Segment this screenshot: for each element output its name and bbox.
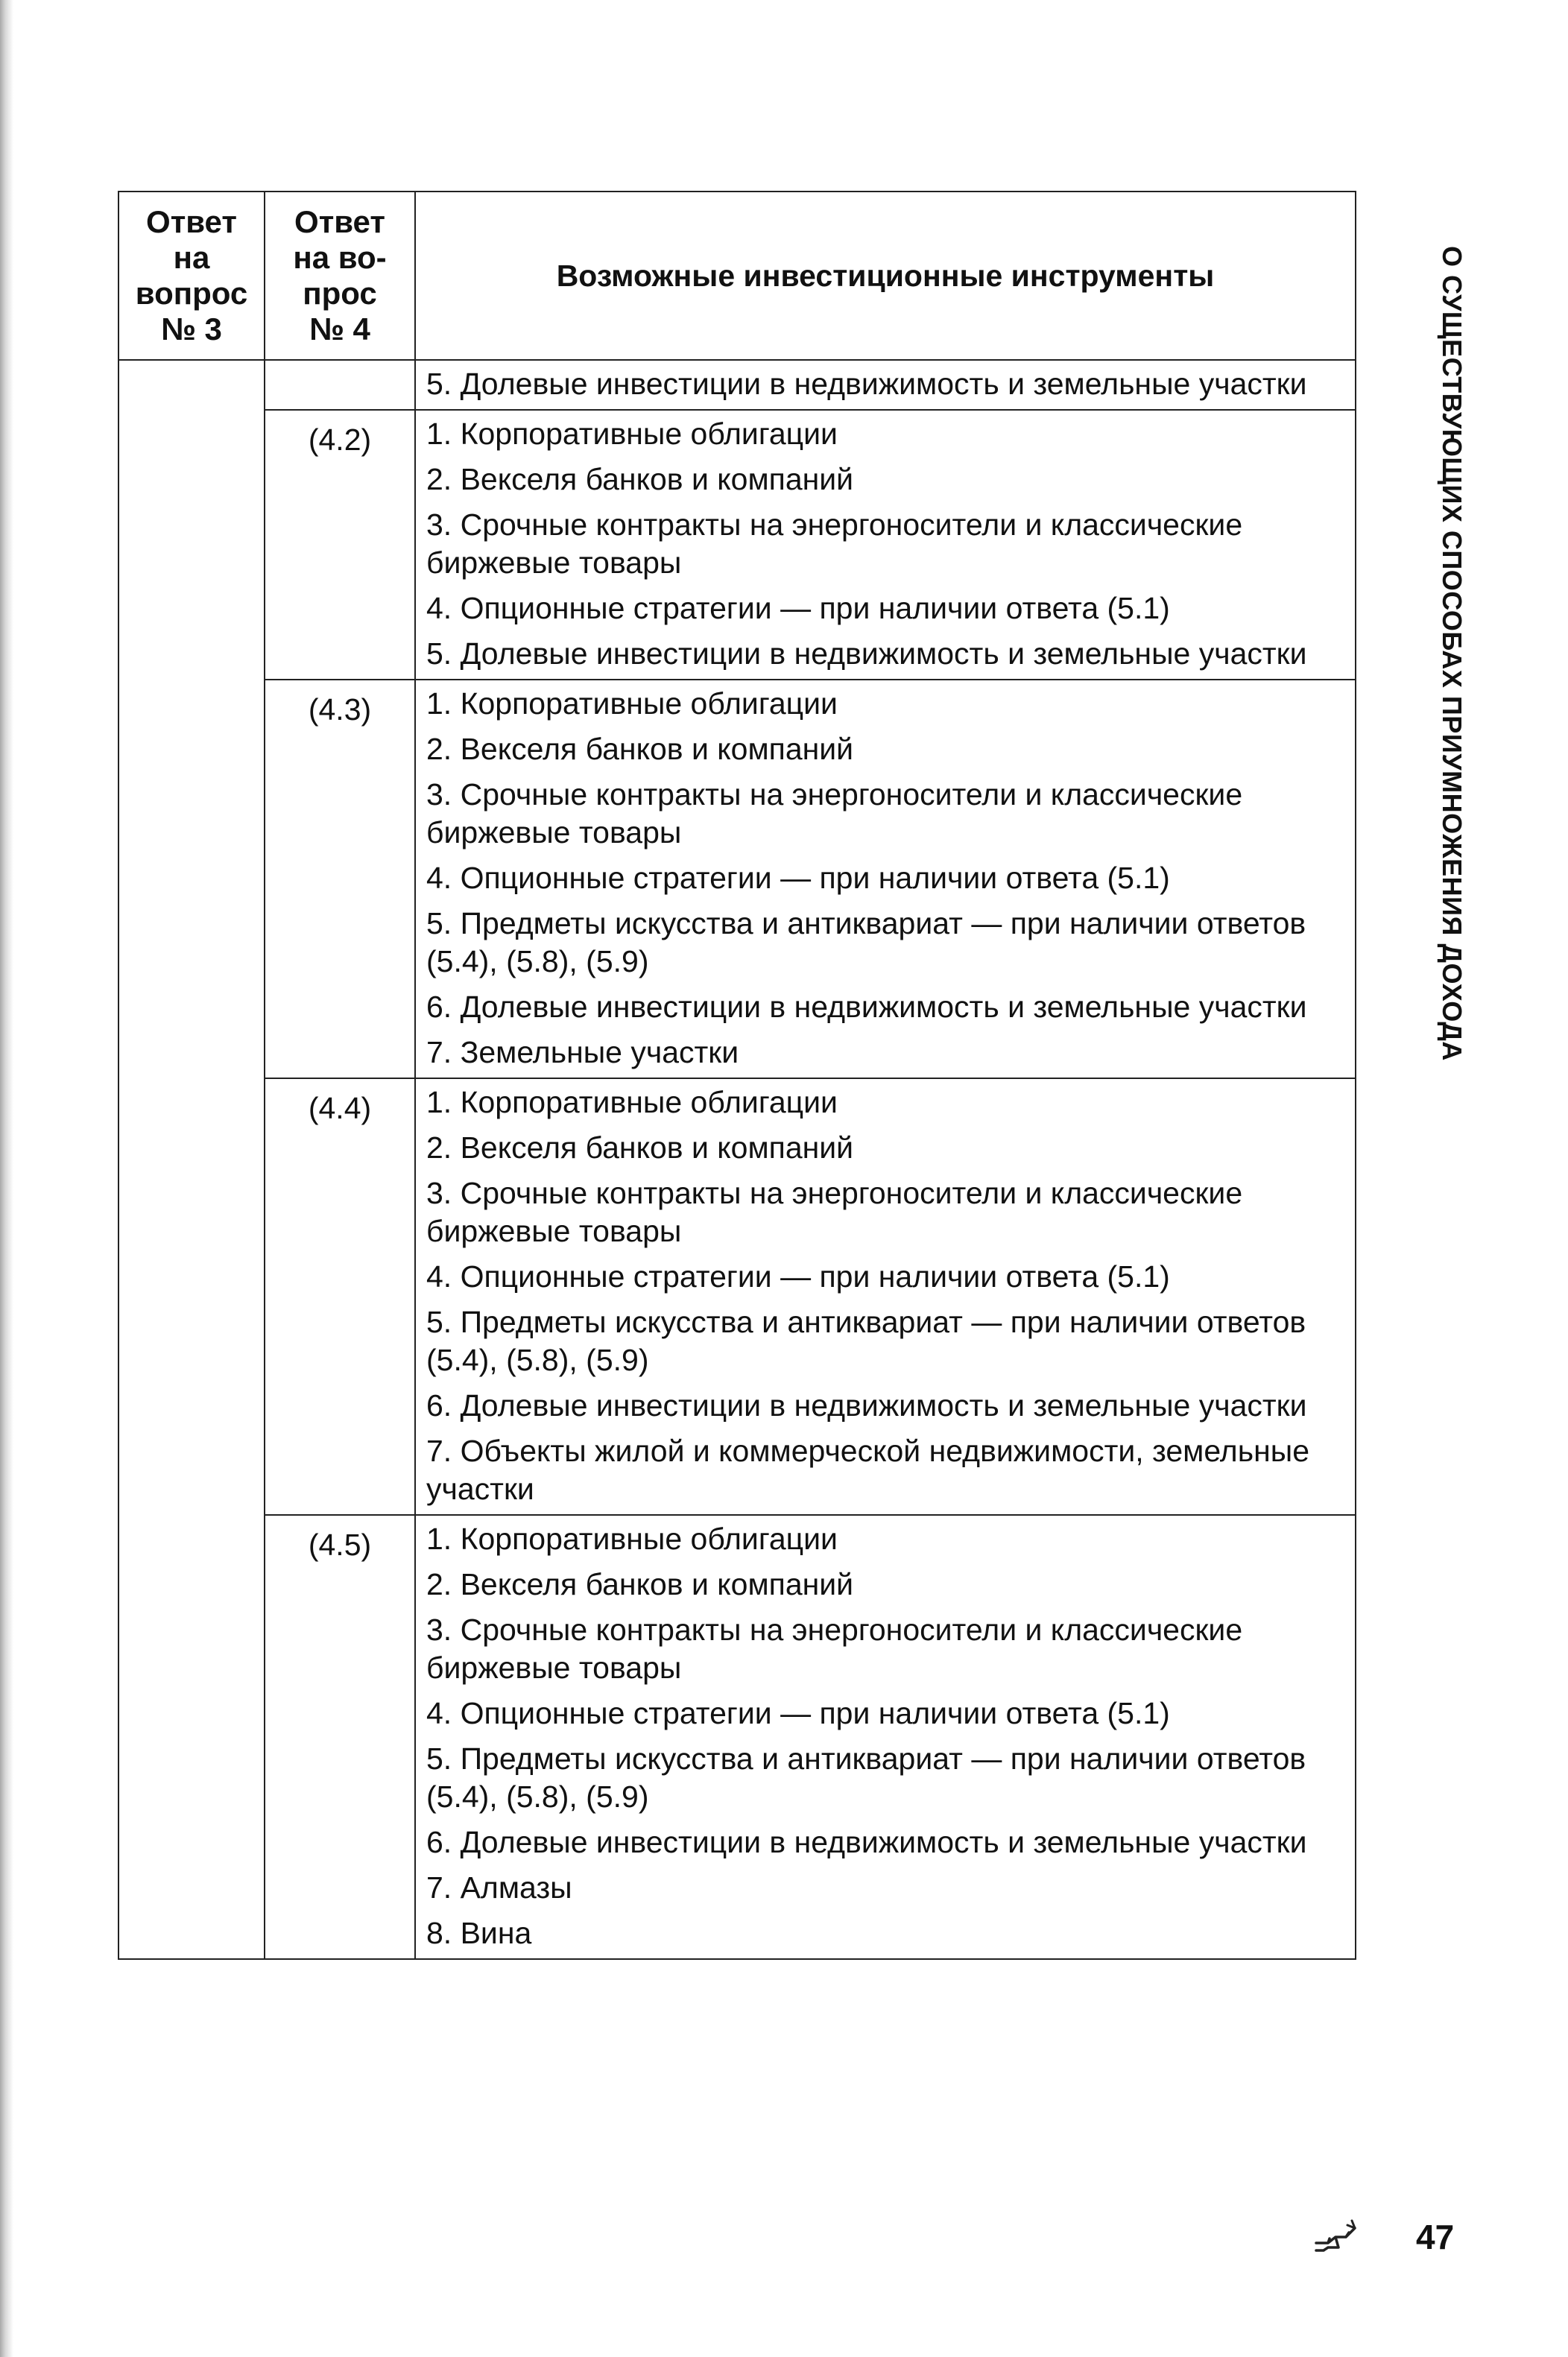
header-answer-q4-line: Ответ	[294, 204, 385, 239]
answer-q3-cell	[118, 360, 265, 1959]
table-row	[118, 1078, 1356, 1515]
list-item: 6. Долевые инвестиции в недвижимость и земельные участки	[426, 1825, 1307, 1859]
table-row	[118, 360, 1356, 410]
instruments-cell	[415, 1078, 1356, 1515]
list-item: 1. Корпоративные облигации	[426, 1522, 838, 1556]
page-number: 47	[1416, 2218, 1455, 2256]
list-item: 8. Вина	[426, 1916, 532, 1950]
table-row	[118, 680, 1356, 1078]
list-item: 4. Опционные стратегии — при наличии ответа (5.1)	[426, 1259, 1170, 1294]
investment-table	[118, 191, 1356, 1960]
list-item: 1. Корпоративные облигации	[426, 686, 838, 721]
answer-q4-cell: (4.4)	[265, 1078, 415, 1515]
table-row	[118, 1515, 1356, 1959]
instruments-cell	[415, 410, 1356, 680]
header-answer-q3	[118, 192, 265, 360]
page-edge-shadow	[0, 0, 13, 2357]
list-item: 7. Объекты жилой и коммерческой недвижимости, земельные участки	[426, 1434, 1309, 1506]
list-item: 4. Опционные стратегии — при наличии ответа (5.1)	[426, 591, 1170, 625]
answer-q4-cell	[265, 360, 415, 410]
list-item: 6. Долевые инвестиции в недвижимость и земельные участки	[426, 1388, 1307, 1423]
list-item: 5. Предметы искусства и антиквариат — при наличии ответов (5.4), (5.8), (5.9)	[426, 906, 1306, 978]
list-item: 5. Предметы искусства и антиквариат — при наличии ответов (5.4), (5.8), (5.9)	[426, 1741, 1306, 1814]
instruments-cell	[415, 1515, 1356, 1959]
header-answer-q4-line: на во-	[293, 240, 387, 275]
instruments-cell	[415, 360, 1356, 410]
list-item: 3. Срочные контракты на энергоносители и классические биржевые товары	[426, 1176, 1243, 1248]
instruments-cell	[415, 680, 1356, 1078]
running-head: О СУЩЕСТВУЮЩИХ СПОСОБАХ ПРИУМНОЖЕНИЯ ДОХОДА	[1437, 246, 1467, 1061]
header-answer-q3-line: № 3	[161, 311, 222, 347]
list-item: 3. Срочные контракты на энергоносители и классические биржевые товары	[426, 1613, 1243, 1685]
list-item: 5. Предметы искусства и антиквариат — при наличии ответов (5.4), (5.8), (5.9)	[426, 1305, 1306, 1377]
list-item: 2. Векселя банков и компаний	[426, 462, 854, 496]
list-item: 1. Корпоративные облигации	[426, 1085, 838, 1119]
hand-pointer-icon	[1313, 2218, 1359, 2255]
list-item: 7. Алмазы	[426, 1870, 572, 1905]
answer-q4-cell: (4.3)	[265, 680, 415, 1078]
list-item: 2. Векселя банков и компаний	[426, 1130, 854, 1165]
list-item: 5. Долевые инвестиции в недвижимость и земельные участки	[426, 367, 1307, 401]
header-answer-q3-line: на	[173, 240, 210, 275]
header-answer-q3-line: вопрос	[135, 276, 248, 311]
table-header-row	[118, 192, 1356, 360]
list-item: 3. Срочные контракты на энергоносители и классические биржевые товары	[426, 777, 1243, 850]
list-item: 3. Срочные контракты на энергоносители и классические биржевые товары	[426, 507, 1243, 580]
list-item: 2. Векселя банков и компаний	[426, 732, 854, 766]
header-answer-q3-line: Ответ	[146, 204, 237, 239]
list-item: 5. Долевые инвестиции в недвижимость и земельные участки	[426, 636, 1307, 671]
header-answer-q4-line: прос	[303, 276, 377, 311]
header-instruments: Возможные инвестиционные инструменты	[415, 192, 1356, 360]
list-item: 4. Опционные стратегии — при наличии ответа (5.1)	[426, 1696, 1170, 1730]
list-item: 4. Опционные стратегии — при наличии ответа (5.1)	[426, 861, 1170, 895]
list-item: 7. Земельные участки	[426, 1035, 739, 1069]
header-answer-q4-line: № 4	[309, 311, 370, 347]
list-item: 2. Векселя банков и компаний	[426, 1567, 854, 1601]
table-row	[118, 410, 1356, 680]
answer-q4-cell: (4.5)	[265, 1515, 415, 1959]
list-item: 1. Корпоративные облигации	[426, 417, 838, 451]
answer-q4-cell: (4.2)	[265, 410, 415, 680]
list-item: 6. Долевые инвестиции в недвижимость и земельные участки	[426, 990, 1307, 1024]
header-answer-q4	[265, 192, 415, 360]
